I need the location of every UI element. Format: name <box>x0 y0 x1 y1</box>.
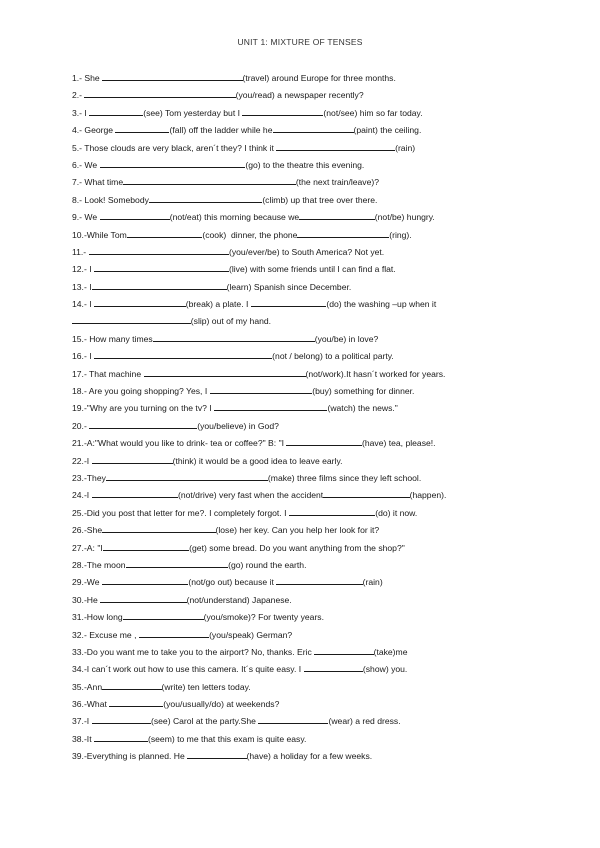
answer-blank[interactable] <box>102 575 188 585</box>
exercise-line <box>72 348 532 365</box>
answer-blank[interactable] <box>251 297 327 307</box>
exercise-text: (show) you. <box>362 664 408 675</box>
exercise-line <box>72 244 532 261</box>
exercise-line <box>72 679 532 696</box>
answer-blank[interactable] <box>84 88 235 98</box>
exercise-line <box>72 122 532 139</box>
exercise-text: (not/work).It hasn´t worked for years. <box>305 368 446 379</box>
exercise-text: 19.-"Why are you turning on the tv? I <box>72 403 215 414</box>
answer-blank[interactable] <box>258 714 328 724</box>
exercise-line <box>72 592 532 609</box>
answer-blank[interactable] <box>94 297 186 307</box>
answer-blank[interactable] <box>102 680 161 690</box>
exercise-text: (have) a holiday for a few weeks. <box>246 751 373 762</box>
exercise-line <box>72 313 532 330</box>
answer-blank[interactable] <box>103 541 189 551</box>
exercise-text: 24.-I <box>72 490 92 501</box>
exercise-text: 7.- What time <box>72 177 124 188</box>
exercise-text: (go) round the earth. <box>228 559 307 570</box>
answer-blank[interactable] <box>144 367 306 377</box>
exercise-text: 13.- I <box>72 281 92 292</box>
answer-blank[interactable] <box>126 558 229 568</box>
exercise-text: (you/smoke)? For twenty years. <box>203 612 324 623</box>
exercise-text: (write) ten letters today. <box>161 681 251 692</box>
exercise-text: (seem) to me that this exam is quite easy. <box>147 733 307 744</box>
exercise-line <box>72 713 532 730</box>
exercise-text: 36.-What <box>72 699 110 710</box>
exercise-text: (wear) a red dress. <box>328 716 401 727</box>
exercise-list <box>72 70 532 766</box>
exercise-text: 26.-She <box>72 525 103 536</box>
exercise-line <box>72 227 532 244</box>
exercise-line <box>72 696 532 713</box>
exercise-text: (not/see) him so far today. <box>323 107 423 118</box>
exercise-text: (the next train/leave)? <box>295 177 380 188</box>
answer-blank[interactable] <box>72 314 191 324</box>
exercise-text: (rain) <box>395 142 416 153</box>
answer-blank[interactable] <box>127 228 203 238</box>
answer-blank[interactable] <box>123 175 296 185</box>
answer-blank[interactable] <box>187 749 246 759</box>
exercise-line <box>72 192 532 209</box>
answer-blank[interactable] <box>102 523 215 533</box>
answer-blank[interactable] <box>149 193 262 203</box>
exercise-line <box>72 70 532 87</box>
exercise-text: (fall) off the ladder while he <box>169 125 273 136</box>
exercise-text: 37.-I <box>72 716 92 727</box>
exercise-line <box>72 453 532 470</box>
answer-blank[interactable] <box>276 575 362 585</box>
exercise-line <box>72 140 532 157</box>
exercise-text: (watch) the news." <box>327 403 398 414</box>
answer-blank[interactable] <box>153 332 315 342</box>
answer-blank[interactable] <box>276 141 395 151</box>
exercise-text: (you/ever/be) to South America? Not yet. <box>228 246 385 257</box>
answer-blank[interactable] <box>323 488 409 498</box>
exercise-text: 20.- <box>72 420 90 431</box>
answer-blank[interactable] <box>106 471 268 481</box>
exercise-text: 4.- George <box>72 125 116 136</box>
exercise-line <box>72 366 532 383</box>
answer-blank[interactable] <box>304 662 363 672</box>
exercise-line <box>72 627 532 644</box>
answer-blank[interactable] <box>273 123 354 133</box>
exercise-text: (go) to the theatre this evening. <box>245 159 365 170</box>
answer-blank[interactable] <box>289 506 375 516</box>
exercise-text: (get) some bread. Do you want anything from the shop?" <box>189 542 405 553</box>
exercise-text: (happen). <box>409 490 447 501</box>
exercise-text: (not/go out) because it <box>188 577 277 588</box>
exercise-text: (lose) her key. Can you help her look for it? <box>215 525 380 536</box>
answer-blank[interactable] <box>297 228 389 238</box>
exercise-text: (have) tea, please!. <box>361 438 436 449</box>
exercise-text: 18.- Are you going shopping? Yes, I <box>72 386 210 397</box>
exercise-text: (paint) the ceiling. <box>353 125 422 136</box>
exercise-line <box>72 505 532 522</box>
exercise-line <box>72 661 532 678</box>
answer-blank[interactable] <box>94 262 229 272</box>
exercise-text: 35.-Ann <box>72 681 103 692</box>
exercise-text: (not/understand) Japanese. <box>186 594 292 605</box>
exercise-text: (do) it now. <box>375 507 418 518</box>
exercise-text: 31.-How long <box>72 612 123 623</box>
page-title: UNIT 1: MIXTURE OF TENSES <box>237 37 363 47</box>
exercise-line <box>72 748 532 765</box>
exercise-text: (climb) up that tree over there. <box>262 194 378 205</box>
exercise-line <box>72 261 532 278</box>
exercise-text: 9.- We <box>72 212 100 223</box>
answer-blank[interactable] <box>89 419 197 429</box>
exercise-line <box>72 105 532 122</box>
exercise-line <box>72 209 532 226</box>
exercise-text: 14.- I <box>72 299 94 310</box>
exercise-text: (you/be) in love? <box>314 333 379 344</box>
exercise-text: (travel) around Europe for three months. <box>242 73 396 83</box>
exercise-text: 39.-Everything is planned. He <box>72 751 188 762</box>
answer-blank[interactable] <box>89 245 229 255</box>
exercise-text: (take)me <box>373 646 408 657</box>
exercise-text: 22.-I <box>72 455 92 466</box>
exercise-line <box>72 383 532 400</box>
exercise-text: 32.- Excuse me , <box>72 629 139 640</box>
exercise-text: 27.-A: "I <box>72 542 103 553</box>
answer-blank[interactable] <box>214 401 327 411</box>
exercise-text: (buy) something for dinner. <box>312 386 415 397</box>
exercise-line <box>72 574 532 591</box>
exercise-line <box>72 435 532 452</box>
exercise-text: (break) a plate. I <box>185 299 251 310</box>
answer-blank[interactable] <box>94 349 272 359</box>
answer-blank[interactable] <box>123 610 204 620</box>
exercise-text: 28.-The moon <box>72 559 126 570</box>
exercise-text: (you/usually/do) at weekends? <box>163 699 280 710</box>
exercise-text: 11.- <box>72 246 89 257</box>
exercise-line <box>72 279 532 296</box>
exercise-line <box>72 331 532 348</box>
exercise-text: (think) it would be a good idea to leave early. <box>172 455 343 466</box>
exercise-text: (see) Tom yesterday but I <box>143 107 243 118</box>
exercise-text: (you/speak) German? <box>209 629 293 640</box>
exercise-text: 17.- That machine <box>72 368 144 379</box>
exercise-text: (not/drive) very fast when the accident <box>177 490 324 501</box>
answer-blank[interactable] <box>92 488 178 498</box>
answer-blank[interactable] <box>102 71 242 81</box>
answer-blank[interactable] <box>314 645 373 655</box>
answer-blank[interactable] <box>92 714 151 724</box>
exercise-text: (learn) Spanish since December. <box>226 281 352 292</box>
exercise-text: 1.- She <box>72 73 103 83</box>
exercise-text: (not/be) hungry. <box>374 212 435 223</box>
exercise-text: (make) three films since they left school. <box>267 472 422 483</box>
answer-blank[interactable] <box>242 106 323 116</box>
exercise-text: (not / belong) to a political party. <box>272 351 394 362</box>
exercise-text: (cook) dinner, the phone <box>202 229 298 240</box>
exercise-text: 6.- We <box>72 159 100 170</box>
answer-blank[interactable] <box>299 210 375 220</box>
answer-blank[interactable] <box>94 732 148 742</box>
exercise-line <box>72 296 532 313</box>
exercise-line <box>72 157 532 174</box>
answer-blank[interactable] <box>100 210 170 220</box>
answer-blank[interactable] <box>210 384 313 394</box>
answer-blank[interactable] <box>92 454 173 464</box>
exercise-text: (you/read) a newspaper recently? <box>235 90 364 101</box>
exercise-text: (slip) out of my hand. <box>190 316 272 327</box>
exercise-line <box>72 487 532 504</box>
exercise-text: 16.- I <box>72 351 94 362</box>
exercise-line <box>72 609 532 626</box>
exercise-text: 5.- Those clouds are very black, aren´t they? I think it <box>72 142 277 153</box>
exercise-line <box>72 731 532 748</box>
exercise-line <box>72 87 532 104</box>
exercise-line <box>72 540 532 557</box>
exercise-line <box>72 644 532 661</box>
answer-blank[interactable] <box>89 106 143 116</box>
exercise-line <box>72 522 532 539</box>
exercise-text: 12.- I <box>72 264 94 275</box>
exercise-text: 38.-It <box>72 733 94 744</box>
answer-blank[interactable] <box>115 123 169 133</box>
exercise-text: 25.-Did you post that letter for me?. I completely forgot. I <box>72 507 289 518</box>
exercise-text: 33.-Do you want me to take you to the airport? No, thanks. Eric <box>72 646 315 657</box>
exercise-text: (do) the washing –up when it <box>326 299 437 310</box>
exercise-line <box>72 470 532 487</box>
answer-blank[interactable] <box>139 628 209 638</box>
exercise-text: 23.-They <box>72 472 106 483</box>
exercise-text: 15.- How many times <box>72 333 153 344</box>
exercise-text: (live) with some friends until I can find a flat. <box>228 264 396 275</box>
exercise-text: 2.- <box>72 90 85 101</box>
exercise-line <box>72 174 532 191</box>
answer-blank[interactable] <box>100 593 186 603</box>
exercise-text: (ring). <box>389 229 412 240</box>
exercise-text: 3.- I <box>72 107 90 118</box>
answer-blank[interactable] <box>109 697 163 707</box>
exercise-text: 29.-We <box>72 577 102 588</box>
exercise-text: (you/believe) in God? <box>197 420 279 431</box>
exercise-text: (not/eat) this morning because we <box>169 212 300 223</box>
answer-blank[interactable] <box>100 158 246 168</box>
exercise-text: 30.-He <box>72 594 101 605</box>
exercise-text: 10.-While Tom <box>72 229 127 240</box>
answer-blank[interactable] <box>92 280 227 290</box>
exercise-text: 21.-A:"What would you like to drink- tea or coffee?" B: "I <box>72 438 287 449</box>
exercise-line <box>72 400 532 417</box>
exercise-text: 34.-I can´t work out how to use this camera. It´s quite easy. I <box>72 664 304 675</box>
exercise-text: (rain) <box>362 577 383 588</box>
exercise-line <box>72 557 532 574</box>
answer-blank[interactable] <box>286 436 362 446</box>
exercise-line <box>72 418 532 435</box>
exercise-text: (see) Carol at the party.She <box>150 716 259 727</box>
exercise-text: 8.- Look! Somebody <box>72 194 149 205</box>
